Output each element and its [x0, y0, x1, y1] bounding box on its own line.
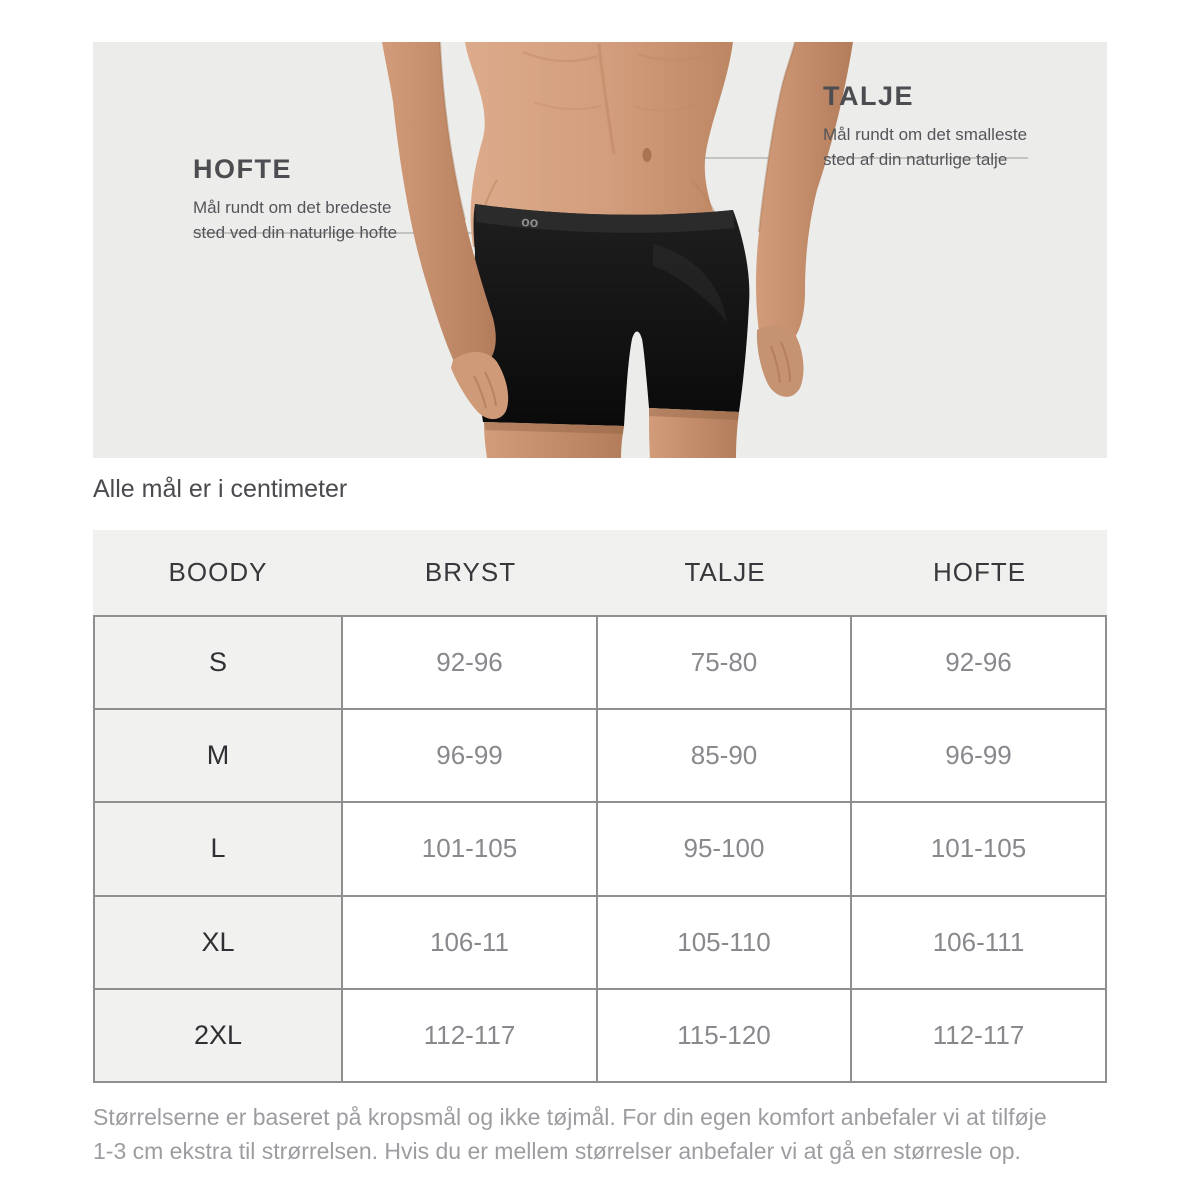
column-header-talje: TALJE [684, 557, 766, 587]
bryst-value: 106-11 [343, 897, 596, 988]
hofte-value: 92-96 [852, 617, 1105, 708]
talje-description-line1: Mål rundt om det smalleste [823, 125, 1028, 144]
bryst-value: 101-105 [343, 803, 596, 894]
size-table-header [93, 530, 1107, 615]
talje-description-line2: sted af din naturlige talje [823, 150, 1008, 169]
column-header-hofte: HOFTE [932, 557, 1027, 587]
talje-value: 75-80 [598, 617, 850, 708]
size-label: XL [95, 897, 341, 988]
talje-value: 95-100 [598, 803, 850, 894]
units-note: Alle mål er i centimeter [93, 475, 348, 503]
talje-annotation [823, 81, 1027, 172]
right-hand [757, 325, 804, 397]
hofte-annotation [193, 154, 397, 245]
column-header-bryst: BRYST [424, 557, 517, 587]
talje-title: TALJE [823, 81, 915, 111]
talje-value: 85-90 [598, 710, 850, 801]
size-label: M [95, 710, 341, 801]
size-label: L [95, 803, 341, 894]
hofte-value: 106-111 [852, 897, 1105, 988]
hofte-title: HOFTE [193, 154, 292, 184]
sizing-note [93, 1100, 1113, 1168]
size-table-body [93, 615, 1107, 1083]
hofte-value: 112-117 [852, 990, 1105, 1081]
hofte-value: 96-99 [852, 710, 1105, 801]
size-guide-photo [93, 42, 1107, 458]
hofte-description-line1: Mål rundt om det bredeste [193, 198, 392, 217]
hofte-description-line2: sted ved din naturlige hofte [193, 223, 398, 242]
bryst-value: 96-99 [343, 710, 596, 801]
bryst-value: 112-117 [343, 990, 596, 1081]
sizing-note-line2: 1-3 cm ekstra til strørrelsen. Hvis du er mellem størrelser anbefaler vi at gå en størresle op. [93, 1138, 1021, 1164]
column-header-boody: BOODY [168, 557, 268, 587]
navel [643, 148, 652, 162]
bryst-value: 92-96 [343, 617, 596, 708]
hofte-value: 101-105 [852, 803, 1105, 894]
size-label: S [95, 617, 341, 708]
sizing-note-line1: Størrelserne er baseret på kropsmål og ikke tøjmål. For din egen komfort anbefaler vi at tilføje [93, 1104, 1047, 1130]
size-label: 2XL [95, 990, 341, 1081]
talje-value: 115-120 [598, 990, 850, 1081]
boxer-briefs [474, 204, 750, 426]
talje-value: 105-110 [598, 897, 850, 988]
waistband-logo-text: oo [520, 213, 539, 231]
